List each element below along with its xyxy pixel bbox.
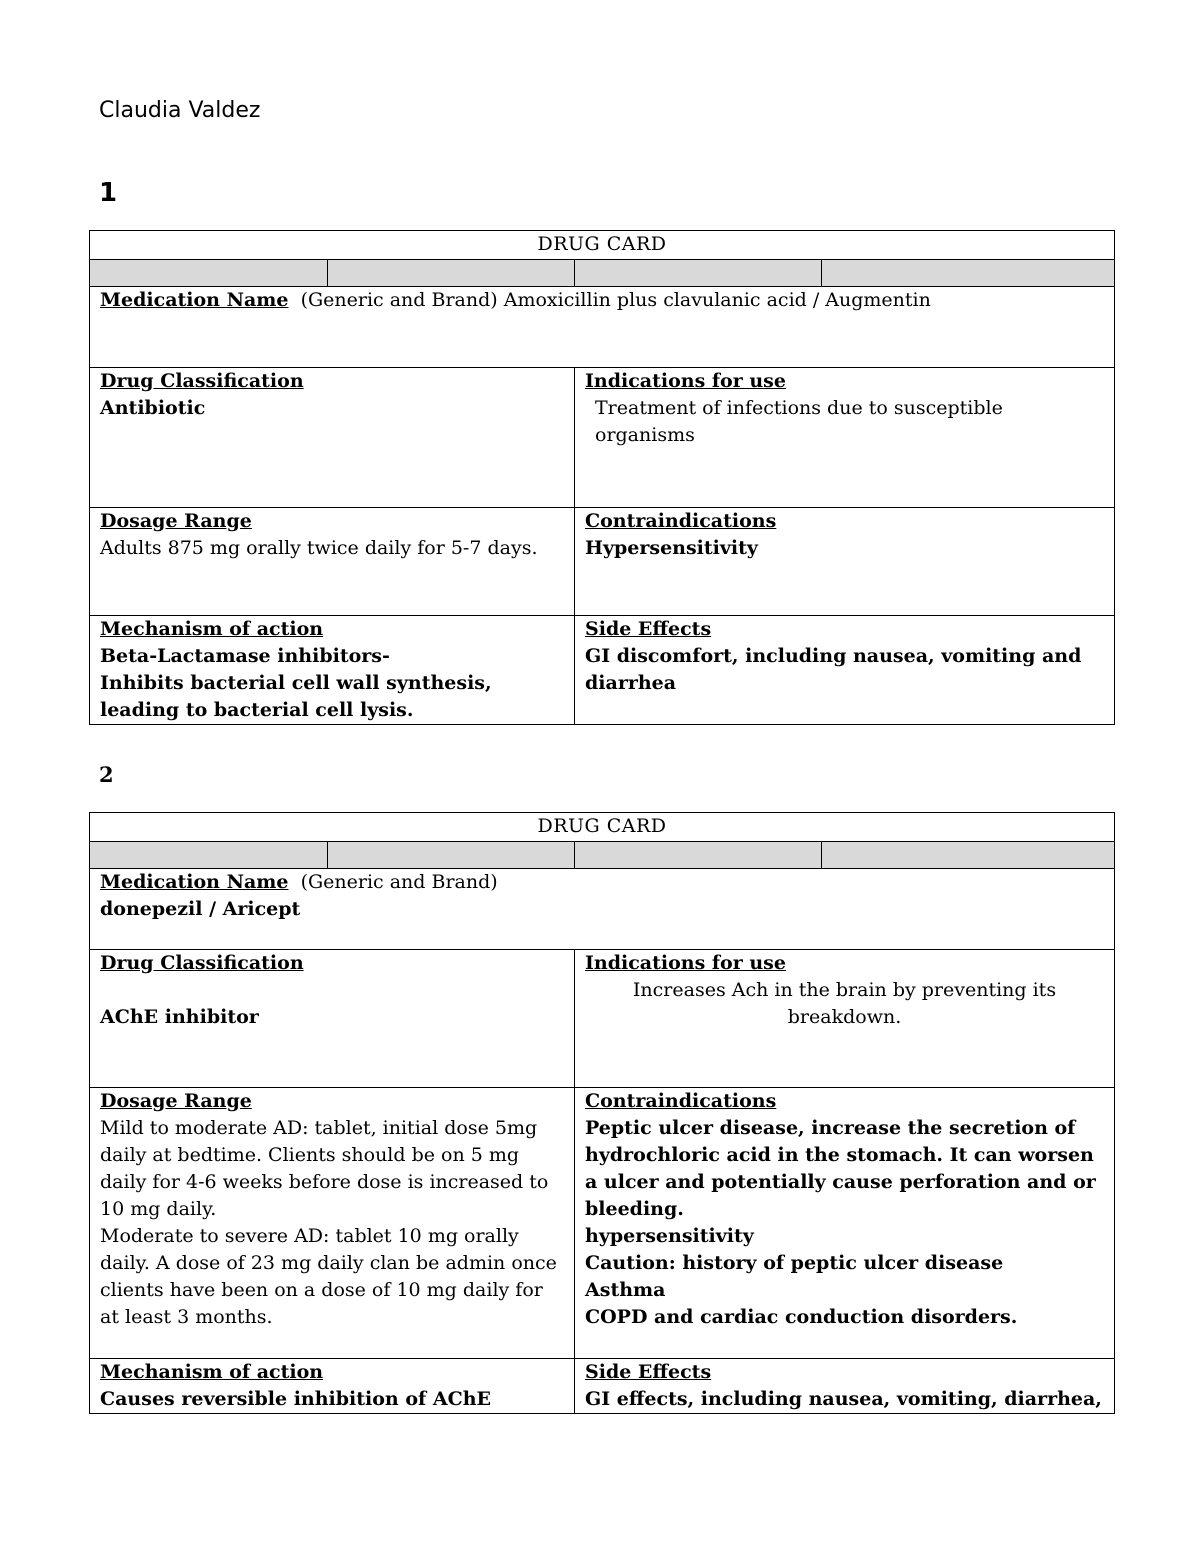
- medication-name-label: Medication Name: [100, 871, 289, 893]
- contraindications-cell: [575, 1088, 1115, 1359]
- contraindications-line: Caution: history of peptic ulcer disease: [585, 1252, 1004, 1274]
- mechanism-line: Beta-Lactamase inhibitors-: [100, 645, 390, 667]
- side-effects-cell: [575, 1359, 1115, 1414]
- medication-name-label: Medication Name: [100, 289, 289, 311]
- indications-value: Increases Ach in the brain by preventing its breakdown.: [632, 979, 1057, 1028]
- indications-label: Indications for use: [585, 952, 786, 974]
- card-title: DRUG CARD: [90, 231, 1115, 260]
- indications-cell: [575, 950, 1115, 1088]
- dosage-range-label: Dosage Range: [100, 510, 252, 532]
- mechanism-label: Mechanism of action: [100, 1361, 324, 1383]
- medication-name-cell: [90, 287, 1115, 368]
- dosage-range-cell: [90, 508, 575, 616]
- medication-name-value: Amoxicillin plus clavulanic acid / Augmentin: [503, 289, 931, 311]
- contraindications-value: Hypersensitivity: [585, 537, 758, 559]
- drug-classification-value: AChE inhibitor: [100, 1006, 259, 1028]
- dosage-range-label: Dosage Range: [100, 1090, 252, 1112]
- header-shaded-row: [90, 842, 1115, 869]
- dosage-range-value: Adults 875 mg orally twice daily for 5-7 days.: [100, 537, 538, 559]
- mechanism-cell: [90, 616, 575, 725]
- dosage-range-line: Mild to moderate AD: tablet, initial dose 5mg daily at bedtime. Clients should be on 5 mg daily for 4-6 weeks before dose is increased to 10 mg daily.: [100, 1117, 549, 1220]
- drug-card-table: [89, 230, 1115, 725]
- dosage-range-line: Moderate to severe AD: tablet 10 mg orally daily. A dose of 23 mg daily clan be admin once clients have been on a dose of 10 mg daily for at least 3 months.: [100, 1225, 557, 1328]
- contraindications-label: Contraindications: [585, 510, 777, 532]
- medication-name-note: (Generic and Brand): [300, 871, 498, 893]
- side-effects-cell: [575, 616, 1115, 725]
- indications-label: Indications for use: [585, 370, 786, 392]
- mechanism-line: Inhibits bacterial cell wall synthesis, leading to bacterial cell lysis.: [100, 672, 492, 721]
- contraindications-cell: [575, 508, 1115, 616]
- contraindications-line: COPD and cardiac conduction disorders.: [585, 1306, 1018, 1328]
- card-number: 1: [99, 178, 118, 208]
- drug-classification-label: Drug Classification: [100, 370, 304, 392]
- contraindications-line: Peptic ulcer disease, increase the secretion of hydrochloric acid in the stomach. It can worsen a ulcer and potentially cause perforation and or bleeding.: [585, 1117, 1096, 1220]
- mechanism-value: Causes reversible inhibition of AChE: [100, 1388, 491, 1410]
- medication-name-note: (Generic and Brand): [300, 289, 498, 311]
- side-effects-label: Side Effects: [585, 618, 712, 640]
- drug-classification-label: Drug Classification: [100, 952, 304, 974]
- side-effects-value: GI discomfort, including nausea, vomiting and diarrhea: [585, 645, 1082, 694]
- side-effects-value: GI effects, including nausea, vomiting, diarrhea,: [585, 1388, 1102, 1410]
- drug-classification-cell: [90, 368, 575, 508]
- card-number: 2: [99, 762, 114, 787]
- author-name: Claudia Valdez: [99, 98, 261, 123]
- contraindications-line: Asthma: [585, 1279, 666, 1301]
- indications-value: Treatment of infections due to susceptible organisms: [595, 397, 1003, 446]
- medication-name-cell: [90, 869, 1115, 950]
- contraindications-label: Contraindications: [585, 1090, 777, 1112]
- drug-classification-cell: [90, 950, 575, 1088]
- mechanism-cell: [90, 1359, 575, 1414]
- medication-name-value: donepezil / Aricept: [100, 898, 301, 920]
- drug-classification-value: Antibiotic: [100, 397, 206, 419]
- contraindications-line: hypersensitivity: [585, 1225, 754, 1247]
- mechanism-label: Mechanism of action: [100, 618, 324, 640]
- header-shaded-row: [90, 260, 1115, 287]
- indications-cell: [575, 368, 1115, 508]
- card-title: DRUG CARD: [90, 813, 1115, 842]
- side-effects-label: Side Effects: [585, 1361, 712, 1383]
- dosage-range-cell: [90, 1088, 575, 1359]
- drug-card-table: [89, 812, 1115, 1414]
